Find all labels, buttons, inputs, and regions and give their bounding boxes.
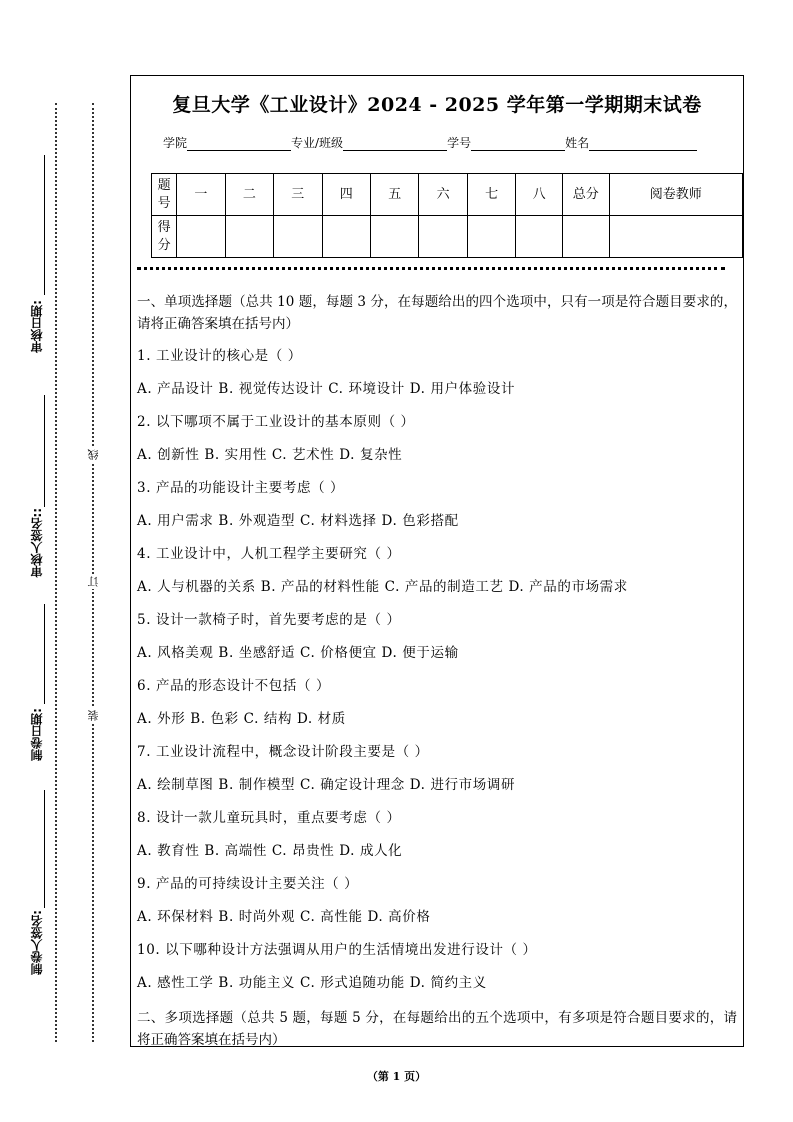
question-1: 1. 工业设计的核心是（ ） (137, 348, 302, 364)
college-label: 学院 (163, 136, 188, 150)
review-sign-line (44, 395, 45, 507)
question-7: 7. 工业设计流程中，概念设计阶段主要是（ ） (137, 744, 429, 760)
make-sign-line (44, 790, 45, 908)
question-2-options: A. 创新性 B. 实用性 C. 艺术性 D. 复杂性 (137, 447, 403, 463)
question-3: 3. 产品的功能设计主要考虑（ ） (137, 480, 345, 496)
question-4-options: A. 人与机器的关系 B. 产品的材料性能 C. 产品的制造工艺 D. 产品的市场需求 (137, 579, 628, 595)
student-id-label: 学号 (447, 136, 472, 150)
header-cell: 六 (419, 174, 467, 216)
major-class-blank[interactable] (343, 138, 447, 151)
score-cell[interactable] (322, 216, 370, 258)
question-9-options: A. 环保材料 B. 时尚外观 C. 高性能 D. 高价格 (137, 909, 431, 925)
question-6-options: A. 外形 B. 色彩 C. 结构 D. 材质 (137, 711, 346, 727)
make-sign-label: 制卷人签名: (30, 910, 44, 975)
header-cell: 五 (370, 174, 418, 216)
score-cell[interactable] (370, 216, 418, 258)
header-cell: 三 (274, 174, 322, 216)
question-2: 2. 以下哪项不属于工业设计的基本原则（ ） (137, 414, 415, 430)
score-cell[interactable] (177, 216, 225, 258)
review-date-line (44, 155, 45, 295)
row-label-score: 得分 (152, 216, 177, 258)
binding-dotted-line-outer (55, 103, 57, 1042)
score-cell-grader[interactable] (609, 216, 742, 258)
header-cell: 七 (467, 174, 515, 216)
question-8: 8. 设计一款儿童玩具时，重点要考虑（ ） (137, 810, 401, 826)
score-table-header-row (152, 174, 743, 216)
make-date-label: 制卷日期: (30, 708, 44, 761)
binding-dotted-line-inner (92, 103, 94, 1042)
section-1-title: 一、单项选择题（总共 10 题，每题 3 分，在每题给出的四个选项中，只有一项是符合题目要求的，请将正确答案填在括号内） (137, 294, 737, 332)
name-blank[interactable] (589, 138, 697, 151)
row-label-question-number: 题号 (152, 174, 177, 216)
major-class-label: 专业/班级 (291, 136, 344, 150)
header-cell: 八 (516, 174, 563, 216)
question-5-options: A. 风格美观 B. 坐感舒适 C. 价格便宜 D. 便于运输 (137, 645, 459, 661)
student-id-blank[interactable] (471, 138, 565, 151)
exam-title: 复旦大学《工业设计》2024 - 2025 学年第一学期期末试卷 (172, 94, 702, 116)
header-cell: 一 (177, 174, 225, 216)
college-blank[interactable] (187, 138, 291, 151)
exam-content (137, 291, 737, 1061)
question-4: 4. 工业设计中，人机工程学主要研究（ ） (137, 546, 401, 562)
question-10: 10. 以下哪种设计方法强调从用户的生活情境出发进行设计（ ） (137, 942, 537, 958)
header-cell: 四 (322, 174, 370, 216)
make-date-line (44, 604, 45, 704)
header-cell-grader: 阅卷教师 (609, 174, 742, 216)
name-label: 姓名 (565, 136, 590, 150)
section-2-title: 二、多项选择题（总共 5 题，每题 5 分，在每题给出的五个选项中，有多项是符合题目要求的，请将正确答案填在括号内） (137, 1010, 737, 1048)
separator-dotted-line (137, 267, 725, 270)
student-info-row (163, 134, 697, 151)
question-6: 6. 产品的形态设计不包括（ ） (137, 678, 331, 694)
score-table (151, 173, 743, 258)
binding-char-zhuang: 装 (87, 710, 100, 721)
score-table-score-row (152, 216, 743, 258)
score-cell[interactable] (516, 216, 563, 258)
exam-frame (130, 75, 744, 1047)
score-cell[interactable] (225, 216, 273, 258)
binding-char-xian: 线 (87, 449, 100, 460)
review-sign-label: 审核人签名:: (30, 508, 44, 578)
page-number: （第 1 页） (366, 1070, 427, 1083)
question-1-options: A. 产品设计 B. 视觉传达设计 C. 环境设计 D. 用户体验设计 (137, 381, 516, 397)
question-10-options: A. 感性工学 B. 功能主义 C. 形式追随功能 D. 简约主义 (137, 975, 487, 991)
review-date-label: 审核日期: (30, 300, 44, 353)
score-cell[interactable] (274, 216, 322, 258)
header-cell: 二 (225, 174, 273, 216)
header-cell-total: 总分 (562, 174, 609, 216)
question-8-options: A. 教育性 B. 高端性 C. 昂贵性 D. 成人化 (137, 843, 403, 859)
question-5: 5. 设计一款椅子时，首先要考虑的是（ ） (137, 612, 401, 628)
score-cell[interactable] (419, 216, 467, 258)
question-3-options: A. 用户需求 B. 外观造型 C. 材料选择 D. 色彩搭配 (137, 513, 459, 529)
score-cell[interactable] (467, 216, 515, 258)
binding-char-ding: 订 (87, 576, 100, 587)
score-cell-total[interactable] (562, 216, 609, 258)
question-9: 9. 产品的可持续设计主要关注（ ） (137, 876, 359, 892)
question-7-options: A. 绘制草图 B. 制作模型 C. 确定设计理念 D. 进行市场调研 (137, 777, 516, 793)
